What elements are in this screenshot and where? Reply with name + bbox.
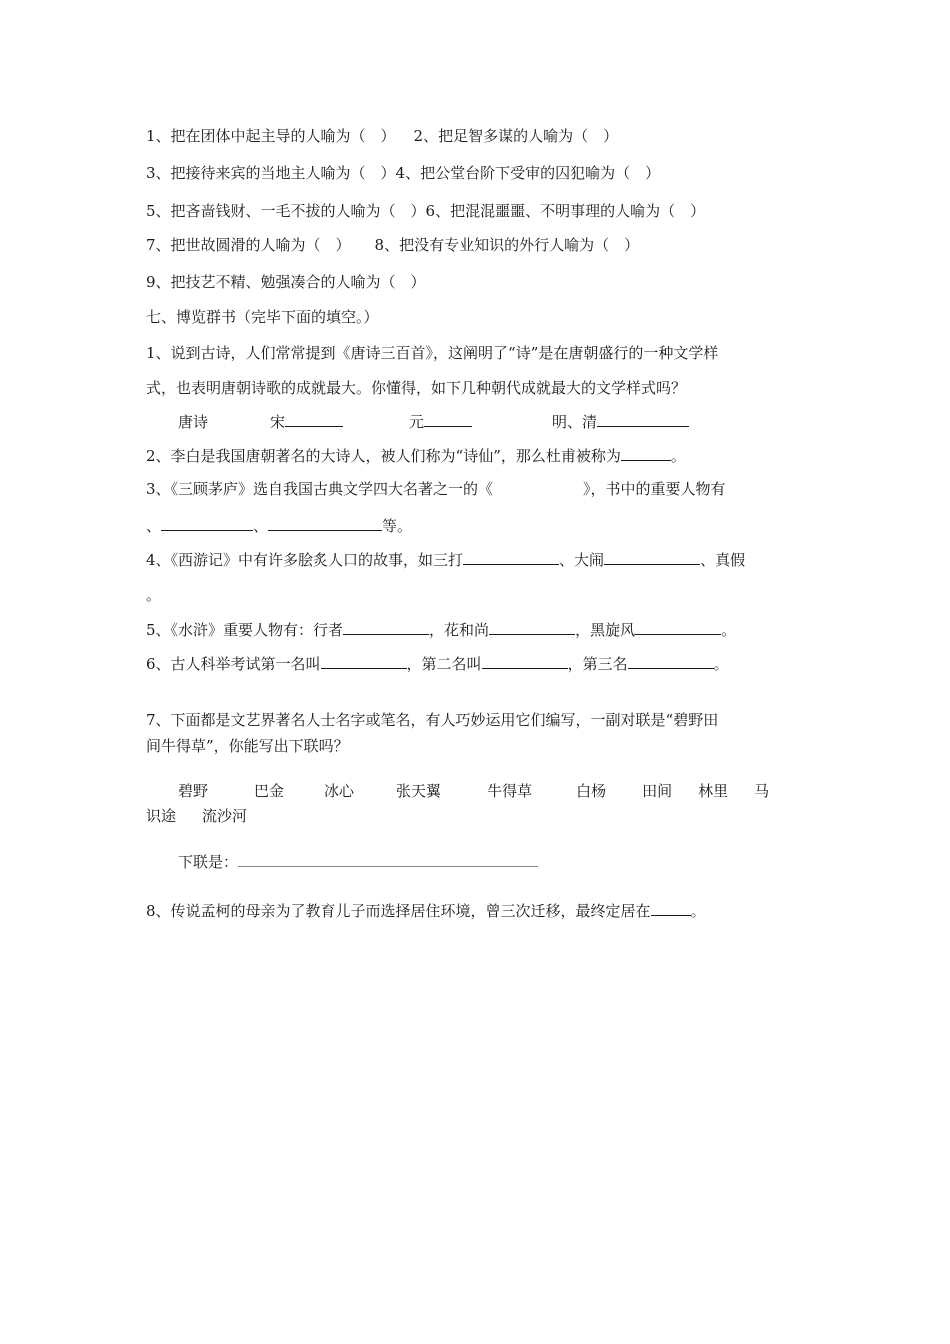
section-7-title: 七、博览群书（完毕下面的填空。） [146, 308, 379, 326]
q7-3-sep-1: 、 [146, 517, 162, 535]
name-item: 碧野 [178, 782, 209, 800]
name-item: 识途 [146, 807, 177, 825]
blank-first-place[interactable] [321, 654, 407, 669]
q6-line-1 [146, 126, 618, 146]
q7-6-end: 。 [713, 655, 729, 673]
q7-5-text-2: ，花和尚 [429, 621, 490, 639]
q7-4-text-3: 、真假 [700, 551, 746, 569]
q7-4-text: 4、《西游记》中有许多脍炙人口的故事，如三打 [146, 551, 464, 569]
q7-4-line-2: 。 [146, 586, 162, 604]
blank-xing-zhe[interactable] [343, 620, 429, 635]
q6-line-5 [146, 272, 426, 292]
names-line-2 [146, 806, 247, 826]
q7-2-text: 2、李白是我国唐朝著名的大诗人，被人们称为“诗仙”，那么杜甫被称为 [146, 447, 621, 465]
blank-song[interactable] [285, 412, 343, 427]
q6-item-1: 1、把在团体中起主导的人喻为（ ） [146, 127, 396, 145]
q7-6-text-2: ，第二名叫 [406, 655, 482, 673]
q7-6 [146, 654, 729, 674]
dynasty-ming-qing: 明、清 [552, 413, 598, 431]
dynasty-tang: 唐诗 [178, 413, 209, 431]
blank-hua-he-shang[interactable] [489, 620, 575, 635]
blank-third-place[interactable] [628, 654, 714, 669]
q7-1-answers [178, 412, 689, 432]
q7-3-line-2 [146, 516, 412, 536]
blank-hei-xuan-feng[interactable] [635, 620, 721, 635]
blank-character-1[interactable] [161, 516, 253, 531]
name-item: 牛得草 [487, 782, 533, 800]
xialian-line [178, 852, 538, 872]
q7-6-text: 6、古人科举考试第一名叫 [146, 655, 321, 673]
xialian-answer-blank[interactable] [238, 852, 538, 867]
dynasty-song: 宋 [270, 413, 286, 431]
blank-ming-qing[interactable] [597, 412, 689, 427]
q6-line-3 [146, 201, 705, 221]
q7-3-text: 3、《三顾茅庐》选自我国古典文学四大名著之一的《 [146, 480, 494, 498]
q7-1-line-2: 式，也表明唐朝诗歌的成就最大。你懂得，如下几种朝代成就最大的文学样式吗？ [146, 379, 687, 397]
name-item: 马 [754, 782, 770, 800]
name-item: 流沙河 [202, 807, 248, 825]
q7-2 [146, 446, 686, 466]
names-line-1 [178, 781, 769, 801]
name-item: 巴金 [254, 782, 285, 800]
q7-6-text-3: ，第三名 [567, 655, 628, 673]
dynasty-yuan: 元 [409, 413, 425, 431]
q7-5-end: 。 [721, 621, 737, 639]
q6-line-4 [146, 235, 639, 255]
q6-item-5: 5、把吝啬钱财、一毛不拔的人喻为（ ） [146, 202, 426, 220]
q7-7-line-2: 间牛得草”，你能写出下联吗？ [146, 737, 349, 755]
q7-5-text: 5、《水浒》重要人物有：行者 [146, 621, 344, 639]
name-item: 张天翼 [396, 782, 442, 800]
q6-item-6: 6、把混混噩噩、不明事理的人喻为（ ） [425, 202, 706, 220]
name-item: 田间 [642, 782, 673, 800]
blank-final-residence[interactable] [651, 901, 691, 916]
q7-7-line-1: 7、下面都是文艺界著名人士名字或笔名，有人巧妙运用它们编写，一副对联是“碧野田 [146, 711, 719, 729]
q7-2-end: 。 [670, 447, 686, 465]
q7-1-line-1: 1、说到古诗，人们常常提到《唐诗三百首》，这阐明了“诗”是在唐朝盛行的一种文学样 [146, 344, 719, 362]
q6-item-9: 9、把技艺不精、勉强凑合的人喻为（ ） [146, 273, 426, 291]
q7-3-line-1 [146, 479, 726, 499]
blank-du-fu[interactable] [621, 446, 671, 461]
q6-item-8: 8、把没有专业知识的外行人喻为（ ） [374, 236, 640, 254]
name-item: 冰心 [324, 782, 355, 800]
q6-item-7: 7、把世故圆滑的人喻为（ ） [146, 236, 351, 254]
name-item: 林里 [698, 782, 729, 800]
xialian-label: 下联是： [178, 853, 239, 871]
q7-3-sep-2: 、 [253, 517, 269, 535]
blank-san-da[interactable] [463, 550, 559, 565]
blank-da-nao[interactable] [604, 550, 700, 565]
q6-item-3: 3、把接待来宾的当地主人喻为（ ） [146, 164, 396, 182]
q7-3-end: 等。 [382, 517, 413, 535]
q7-8-end: 。 [690, 902, 706, 920]
q7-4-text-2: 、大闹 [559, 551, 605, 569]
blank-character-2[interactable] [268, 516, 382, 531]
name-item: 白杨 [576, 782, 607, 800]
q6-item-2: 2、把足智多谋的人喻为（ ） [413, 127, 619, 145]
q6-item-4: 4、把公堂台阶下受审的囚犯喻为（ ） [395, 164, 661, 182]
q7-4-line-1 [146, 550, 745, 570]
q7-8-text: 8、传说孟柯的母亲为了教育儿子而选择居住环境，曾三次迁移，最终定居在 [146, 902, 651, 920]
q7-3-text-2: 》，书中的重要人物有 [583, 480, 726, 498]
blank-yuan[interactable] [424, 412, 472, 427]
q7-8 [146, 901, 706, 921]
q7-5 [146, 620, 736, 640]
q7-5-text-3: ，黑旋风 [575, 621, 636, 639]
q6-line-2 [146, 163, 660, 183]
blank-second-place[interactable] [482, 654, 568, 669]
